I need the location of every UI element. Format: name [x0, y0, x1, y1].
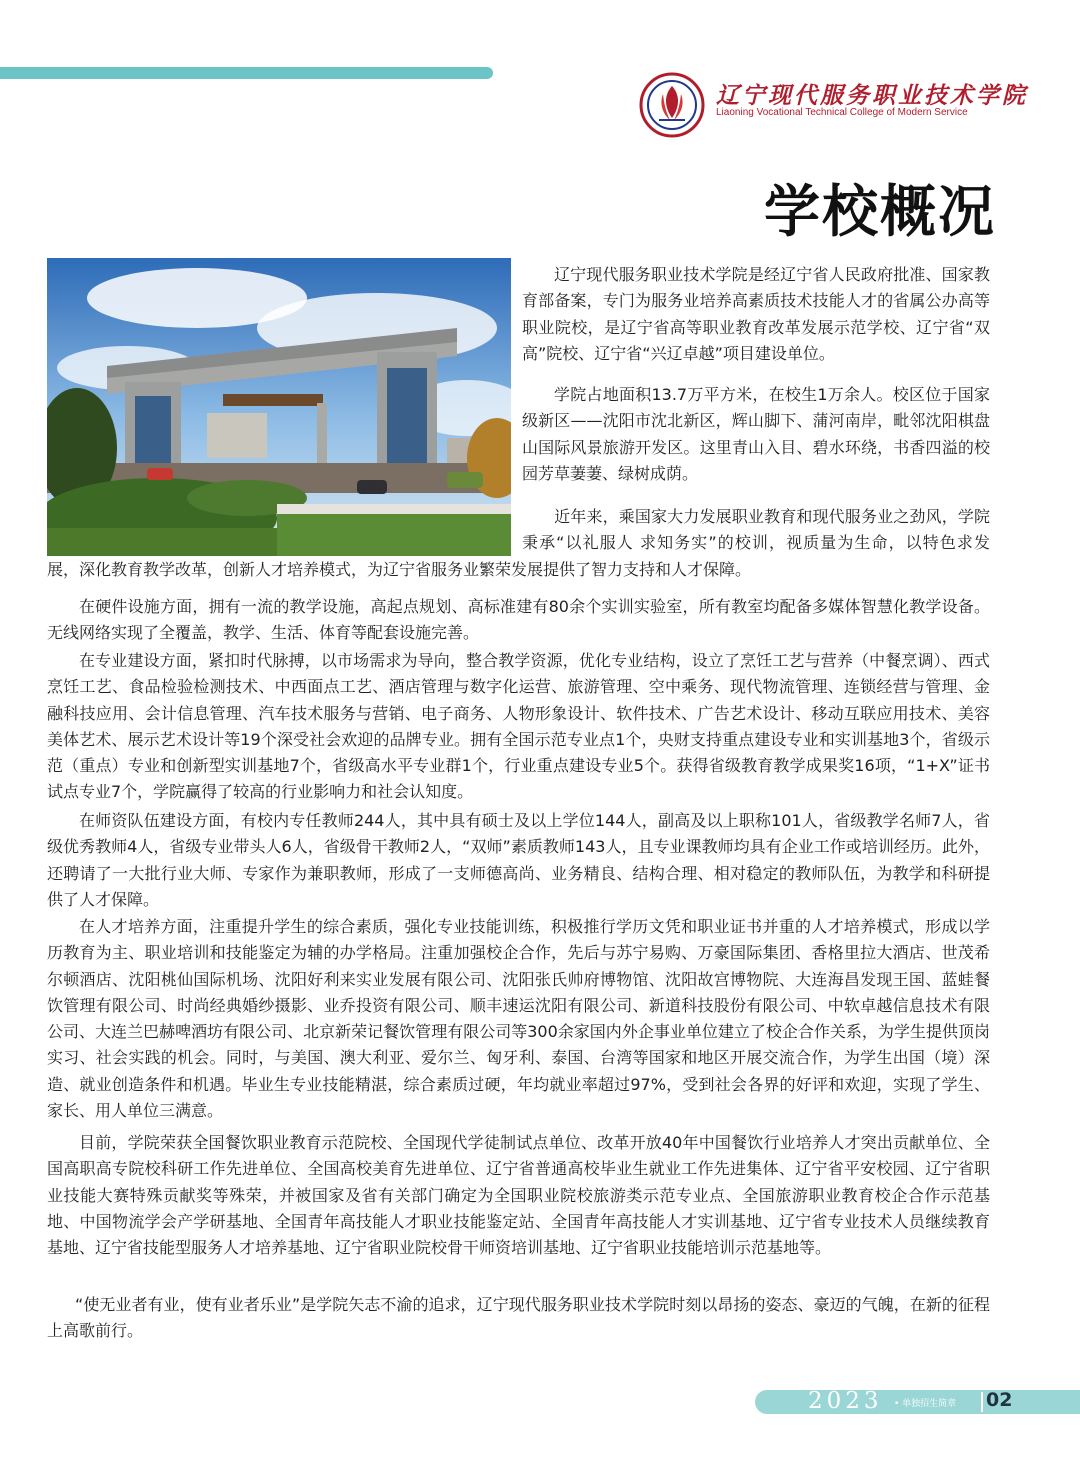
photo-spacer	[47, 504, 522, 556]
paragraph-closing: “使无业者有业，使有业者乐业”是学院矢志不渝的追求，辽宁现代服务职业技术学院时刻以昂扬的姿态、豪迈的气魄，在新的征程上高歌前行。	[47, 1295, 990, 1341]
page-number: 02	[986, 1389, 1013, 1411]
college-emblem-icon	[639, 72, 705, 138]
paragraph-intro: 辽宁现代服务职业技术学院是经辽宁省人民政府批准、国家教育部备案，专门为服务业培养高素质技术技能人才的省属公办高等职业院校，是辽宁省高等职业教育改革发展示范学校、辽宁省“双高”院校、辽宁省“兴辽卓越”项目建设单位。	[522, 265, 990, 363]
page-title: 学校概况	[764, 179, 996, 245]
body-text-block	[47, 504, 990, 583]
paragraph-training: 在人才培养方面，注重提升学生的综合素质，强化专业技能训练，积极推行学历文凭和职业证书并重的人才培养模式，形成以学历教育为主、职业培训和技能鉴定为辅的办学格局。注重加强校企合作，先后与苏宁易购、万豪国际集团、香格里拉大酒店、世茂希尔顿酒店、沈阳桃仙国际机场、沈阳好利来实业发展有限公司、沈阳张氏帅府博物馆、沈阳故宫博物院、大连海昌发现王国、蓝蛙餐饮管理有限公司、时尚经典婚纱摄影、业乔投资有限公司、顺丰速运沈阳有限公司、新道科技股份有限公司、中软卓越信息技术有限公司、大连兰巴赫啤酒坊有限公司、北京新荣记餐饮管理有限公司等300余家国内外企事业单位建立了校企合作关系，为学生提供顶岗实习、社会实践的机会。同时，与美国、澳大利亚、爱尔兰、匈牙利、泰国、台湾等国家和地区开展交流合作，为学生出国（境）深造、就业创造条件和机遇。毕业生专业技能精湛，综合素质过硬，年均就业率超过97%，受到社会各界的好评和欢迎，实现了学生、家长、用人单位三满意。	[47, 917, 990, 1121]
footer-divider	[981, 1392, 983, 1412]
footer-year: 2023	[808, 1388, 883, 1414]
header-accent-bar	[0, 67, 493, 79]
footer-subtitle: • 单独招生简章	[894, 1399, 957, 1409]
paragraph-faculty: 在师资队伍建设方面，有校内专任教师244人，其中具有硕士及以上学位144人，副高及以上职称101人，省级教学名师7人，省级优秀教师4人，省级专业带头人6人，省级骨干教师2人，“双师”素质教师143人，且专业课教师均具有企业工作或培训经历。此外，还聘请了一大批行业大师、专家作为兼职教师，形成了一支师德高尚、业务精良、结构合理、相对稳定的教师队伍，为教学和科研提供了人才保障。	[47, 811, 990, 909]
paragraph-programs: 在专业建设方面，紧扣时代脉搏，以市场需求为导向，整合教学资源，优化专业结构，设立了烹饪工艺与营养（中餐烹调）、西式烹饪工艺、食品检验检测技术、中西面点工艺、酒店管理与数字化运营、旅游管理、空中乘务、现代物流管理、连锁经营与管理、金融科技应用、会计信息管理、汽车技术服务与营销、电子商务、人物形象设计、软件技术、广告艺术设计、移动互联应用技术、美容美体艺术、展示艺术设计等19个深受社会欢迎的品牌专业。拥有全国示范专业点1个，央财支持重点建设专业和实训基地3个，省级示范（重点）专业和创新型实训基地7个，省级高水平专业群1个，行业重点建设专业5个。获得省级教育教学成果奖16项，“1+X”证书试点专业7个，学院赢得了较高的行业影响力和社会认知度。	[47, 651, 990, 802]
paragraph-honors: 目前，学院荣获全国餐饮职业教育示范院校、全国现代学徒制试点单位、改革开放40年中国餐饮行业培养人才突出贡献单位、全国高职高专院校科研工作先进单位、全国高校美育先进单位、辽宁省普通高校毕业生就业工作先进集体、辽宁省平安校园、辽宁省职业技能大赛特殊贡献奖等殊荣，并被国家及省有关部门确定为全国职业院校旅游类示范专业点、全国旅游职业教育校企合作示范基地、中国物流学会产学研基地、全国青年高技能人才职业技能鉴定站、全国青年高技能人才实训基地、辽宁省专业技术人员继续教育基地、辽宁省技能型服务人才培养基地、辽宁省职业院校骨干师资培训基地、辽宁省职业技能培训示范基地等。	[47, 1133, 990, 1258]
college-name-en: Liaoning Vocational Technical College of Modern Service	[716, 107, 968, 118]
paragraph-campus: 学院占地面积13.7万平方米，在校生1万余人。校区位于国家级新区——沈阳市沈北新区，辉山脚下、蒲河南岸，毗邻沈阳棋盘山国际风景旅游开发区。这里青山入目、碧水环绕，书香四溢的校园芳草萋萋、绿树成荫。	[522, 385, 990, 483]
college-name-cn: 辽宁现代服务职业技术学院	[716, 82, 1028, 109]
paragraph-recent-text: 近年来，乘国家大力发展职业教育和现代服务业之劲风，学院秉承“以礼服人 求知务实”的校训，视质量为生命，以特色求发展，深化教育教学改革，创新人才培养模式，为辽宁省服务业繁荣发展提供了智力支持和人才保障。	[47, 507, 990, 579]
paragraph-facilities: 在硬件设施方面，拥有一流的教学设施，高起点规划、高标准建有80余个实训实验室，所有教室均配备多媒体智慧化教学设备。无线网络实现了全覆盖，教学、生活、体育等配套设施完善。	[47, 597, 990, 643]
